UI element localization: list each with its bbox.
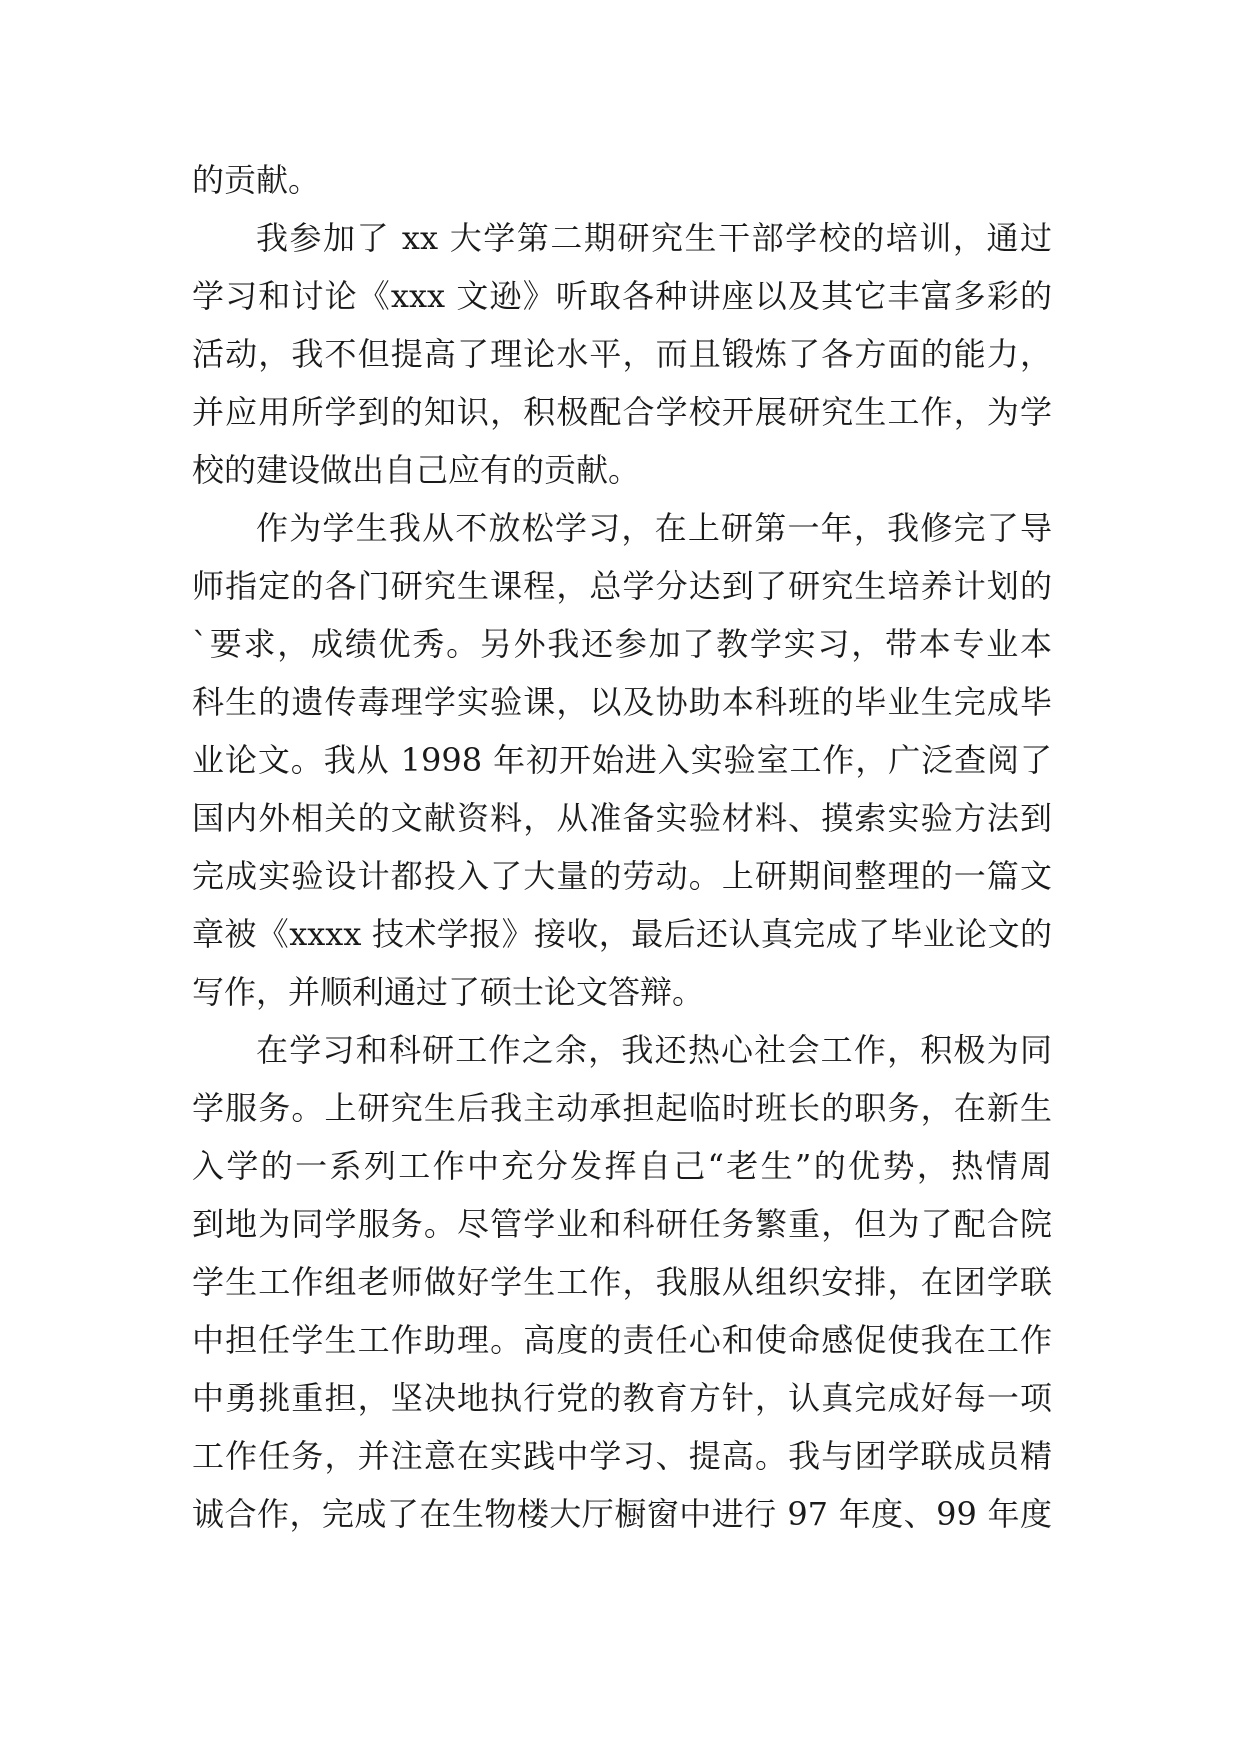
paragraph-first-line: 在学习和科研工作之余，我还热心社会工作，积极为同 [256, 1031, 1052, 1069]
paragraph-first-line: 我参加了 xx 大学第二期研究生干部学校的培训，通过 [256, 219, 1052, 257]
text-line: 诚合作，完成了在生物楼大厅橱窗中进行 97 年度、99 年度 [192, 1495, 1052, 1533]
text-line: 完成实验设计都投入了大量的劳动。上研期间整理的一篇文 [192, 857, 1052, 895]
text-line: 学习和讨论《xxx 文逊》听取各种讲座以及其它丰富多彩的 [192, 277, 1052, 315]
text-line: `要求，成绩优秀。另外我还参加了教学实习，带本专业本 [192, 625, 1052, 663]
text-line: 章被《xxxx 技术学报》接收，最后还认真完成了毕业论文的 [192, 915, 1052, 953]
text-line: 学生工作组老师做好学生工作，我服从组织安排，在团学联 [192, 1263, 1052, 1301]
text-line: 工作任务，并注意在实践中学习、提高。我与团学联成员精 [192, 1437, 1052, 1475]
text-line: 写作，并顺利通过了硕士论文答辩。 [192, 973, 705, 1011]
paragraph-first-line: 作为学生我从不放松学习，在上研第一年，我修完了导 [256, 509, 1052, 547]
text-line: 活动，我不但提高了理论水平，而且锻炼了各方面的能力， [192, 335, 1052, 373]
text-line: 师指定的各门研究生课程，总学分达到了研究生培养计划的 [192, 567, 1052, 605]
text-line: 中勇挑重担，坚决地执行党的教育方针，认真完成好每一项 [192, 1379, 1052, 1417]
text-line: 入学的一系列工作中充分发挥自己“老生”的优势，热情周 [192, 1147, 1052, 1185]
text-line: 科生的遗传毒理学实验课，以及协助本科班的毕业生完成毕 [192, 683, 1052, 721]
text-line: 的贡献。 [192, 161, 321, 199]
text-line: 中担任学生工作助理。高度的责任心和使命感促使我在工作 [192, 1321, 1052, 1359]
text-line: 学服务。上研究生后我主动承担起临时班长的职务，在新生 [192, 1089, 1052, 1127]
text-line: 业论文。我从 1998 年初开始进入实验室工作，广泛查阅了 [192, 741, 1052, 779]
text-line: 到地为同学服务。尽管学业和科研任务繁重，但为了配合院 [192, 1205, 1052, 1243]
text-line: 并应用所学到的知识，积极配合学校开展研究生工作，为学 [192, 393, 1052, 431]
text-line: 校的建设做出自己应有的贡献。 [192, 451, 641, 489]
text-line: 国内外相关的文献资料，从准备实验材料、摸索实验方法到 [192, 799, 1052, 837]
